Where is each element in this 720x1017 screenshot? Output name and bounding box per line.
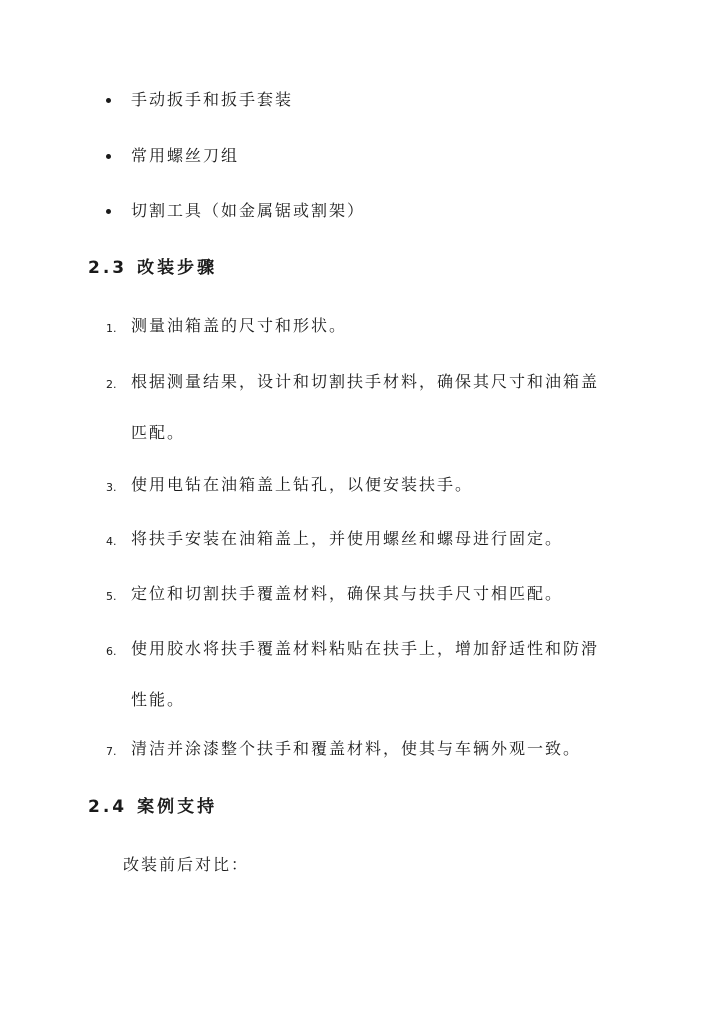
step-text-line1: 根据测量结果，设计和切割扶手材料，确保其尺寸和油箱盖 bbox=[131, 372, 600, 391]
section-number: 2.4 bbox=[88, 797, 128, 817]
step-number: 3. bbox=[106, 481, 117, 494]
step-text-line1: 使用电钻在油箱盖上钻孔，以便安装扶手。 bbox=[131, 475, 474, 494]
step-text-line2: 匹配。 bbox=[131, 423, 186, 442]
section-number: 2.3 bbox=[88, 258, 128, 278]
step-number: 7. bbox=[106, 745, 117, 758]
step-number: 4. bbox=[106, 535, 117, 548]
section-title: 改装步骤 bbox=[137, 258, 218, 278]
bullet-text: 手动扳手和扳手套装 bbox=[131, 90, 294, 109]
step-text bbox=[131, 316, 626, 336]
step-text-line1: 将扶手安装在油箱盖上，并使用螺丝和螺母进行固定。 bbox=[131, 529, 564, 548]
bullet-dot-icon bbox=[106, 98, 111, 103]
section-title: 案例支持 bbox=[137, 797, 218, 817]
step-text-line1: 定位和切割扶手覆盖材料，确保其与扶手尺寸相匹配。 bbox=[131, 584, 564, 603]
comparison-paragraph: 改装前后对比： bbox=[123, 855, 250, 874]
step-text-line2: 性能。 bbox=[131, 690, 186, 709]
step-text-line1: 清洁并涂漆整个扶手和覆盖材料，使其与车辆外观一致。 bbox=[131, 739, 582, 758]
step-text bbox=[131, 639, 626, 710]
bullet-dot-icon bbox=[106, 209, 111, 214]
step-text bbox=[131, 372, 626, 443]
step-number: 1. bbox=[106, 322, 117, 335]
bullet-text: 切割工具（如金属锯或割架） bbox=[131, 201, 366, 220]
step-text-line1: 使用胶水将扶手覆盖材料粘贴在扶手上，增加舒适性和防滑 bbox=[131, 639, 600, 658]
section-heading-2-4 bbox=[88, 796, 217, 818]
step-text bbox=[131, 475, 626, 495]
section-heading-2-3 bbox=[88, 257, 217, 279]
step-number: 5. bbox=[106, 590, 117, 603]
step-number: 6. bbox=[106, 645, 117, 658]
bullet-text: 常用螺丝刀组 bbox=[131, 146, 240, 165]
step-text bbox=[131, 529, 626, 549]
step-number: 2. bbox=[106, 378, 117, 391]
step-text-line1: 测量油箱盖的尺寸和形状。 bbox=[131, 316, 348, 335]
step-text bbox=[131, 739, 626, 759]
step-text bbox=[131, 584, 626, 604]
bullet-dot-icon bbox=[106, 154, 111, 159]
